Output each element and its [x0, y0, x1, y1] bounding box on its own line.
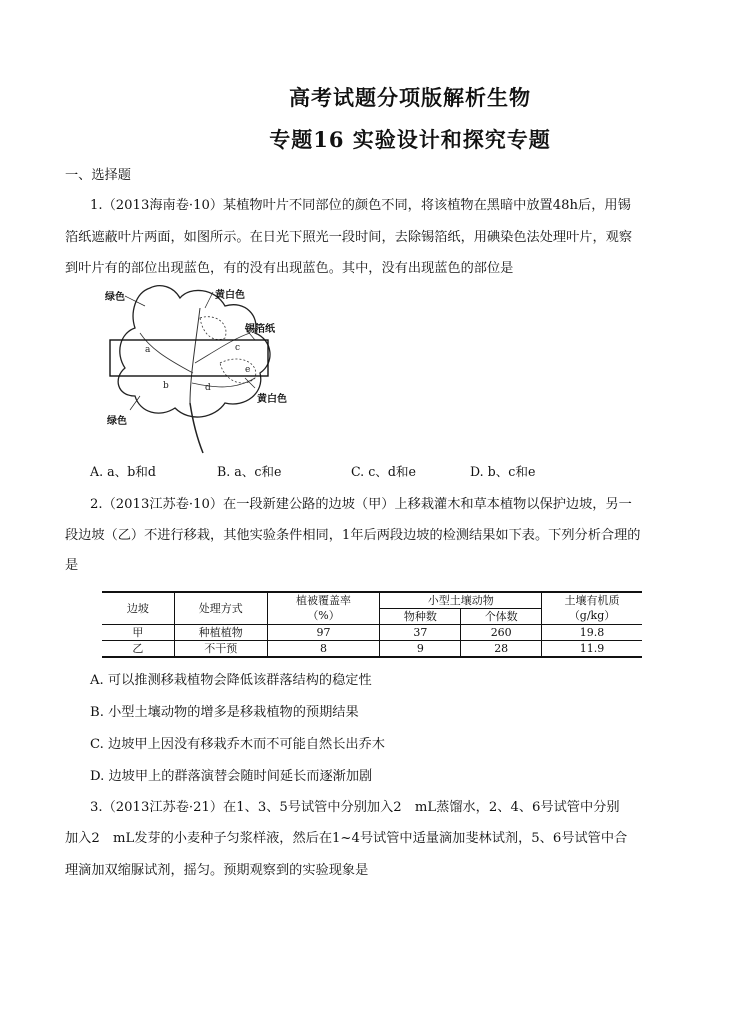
leaf-figure	[105, 278, 295, 458]
q1-line-3: 到叶片有的部位出现蓝色，有的没有出现蓝色。其中，没有出现蓝色的部位是	[65, 261, 514, 276]
q2-option-a: A. 可以推测移栽植物会降低该群落结构的稳定性	[90, 673, 372, 688]
label-green-top: 绿色	[105, 292, 125, 303]
svg-text:d: d	[205, 383, 211, 393]
q1-option-d: D. b、c和e	[470, 464, 536, 479]
svg-text:e: e	[245, 365, 251, 375]
cell-organic: 19.8	[542, 625, 642, 641]
table-row	[102, 625, 642, 641]
th-species: 物种数	[380, 609, 461, 625]
q2-option-b: B. 小型土壤动物的增多是移栽植物的预期结果	[90, 705, 359, 720]
th-slope: 边坡	[102, 592, 174, 625]
q3-line-3: 理滴加双缩脲试剂，摇匀。预期观察到的实验现象是	[65, 863, 369, 878]
cell-count: 28	[461, 641, 542, 658]
cell-cover: 97	[267, 625, 380, 641]
leaf-diagram	[105, 278, 295, 458]
cell-organic: 11.9	[542, 641, 642, 658]
q1-option-a: A. a、b和d	[90, 464, 156, 479]
svg-text:b: b	[163, 381, 169, 391]
th-count: 个体数	[461, 609, 542, 625]
q3-line-2: 加入2 mL发芽的小麦种子匀浆样液，然后在1~4号试管中适量滴加斐林试剂，5、6号试管中合	[65, 831, 628, 846]
label-yellow-bottom: 黄白色	[257, 394, 287, 405]
q2-line-3: 是	[65, 558, 79, 573]
label-foil: 锡箔纸	[245, 324, 275, 335]
cell-slope: 乙	[132, 641, 144, 655]
cell-cover: 8	[267, 641, 380, 658]
th-cover: 植被覆盖率	[267, 592, 380, 609]
th-organic: 土壤有机质	[542, 592, 642, 609]
q3-line-1: 3.（2013江苏卷·21）在1、3、5号试管中分别加入2 mL蒸馏水，2、4、6号试管中分别	[90, 800, 620, 815]
q1-line-2: 箔纸遮蔽叶片两面，如图所示。在日光下照光一段时间，去除锡箔纸，用碘染色法处理叶片，观察	[65, 230, 633, 245]
cell-count: 260	[461, 625, 542, 641]
svg-text:c: c	[235, 343, 241, 353]
results-table	[102, 591, 642, 658]
table-row	[102, 641, 642, 658]
section-heading: 一、选择题	[65, 168, 131, 183]
document-title: 高考试题分项版解析生物	[289, 85, 531, 110]
q1-option-b: B. a、c和e	[217, 464, 282, 479]
th-method: 处理方式	[174, 592, 267, 625]
cell-method: 不干预	[174, 641, 267, 658]
label-yellow-top: 黄白色	[215, 290, 245, 301]
th-cover-unit: （%）	[267, 609, 380, 625]
q1-option-c: C. c、d和e	[351, 464, 416, 479]
q2-line-2: 段边坡（乙）不进行移栽，其他实验条件相同，1年后两段边坡的检测结果如下表。下列分析合理的	[65, 528, 641, 543]
document-subtitle: 专题16 实验设计和探究专题	[269, 127, 551, 152]
cell-slope: 甲	[102, 625, 174, 641]
th-organic-unit: （g/kg）	[542, 609, 642, 625]
cell-method: 种植植物	[174, 625, 267, 641]
svg-text:a: a	[145, 345, 151, 355]
q2-line-1: 2.（2013江苏卷·10）在一段新建公路的边坡（甲）上移栽灌木和草本植物以保护边坡，另一	[90, 497, 632, 512]
q2-option-d: D. 边坡甲上的群落演替会随时间延长而逐渐加剧	[90, 769, 373, 784]
q2-option-c: C. 边坡甲上因没有移栽乔木而不可能自然长出乔木	[90, 737, 385, 752]
label-green-bottom: 绿色	[107, 416, 127, 427]
q1-line-1: 1.（2013海南卷·10）某植物叶片不同部位的颜色不同，将该植物在黑暗中放置48h后，用锡	[90, 198, 631, 213]
cell-species: 9	[380, 641, 461, 658]
th-animals: 小型土壤动物	[380, 592, 542, 609]
cell-species: 37	[380, 625, 461, 641]
